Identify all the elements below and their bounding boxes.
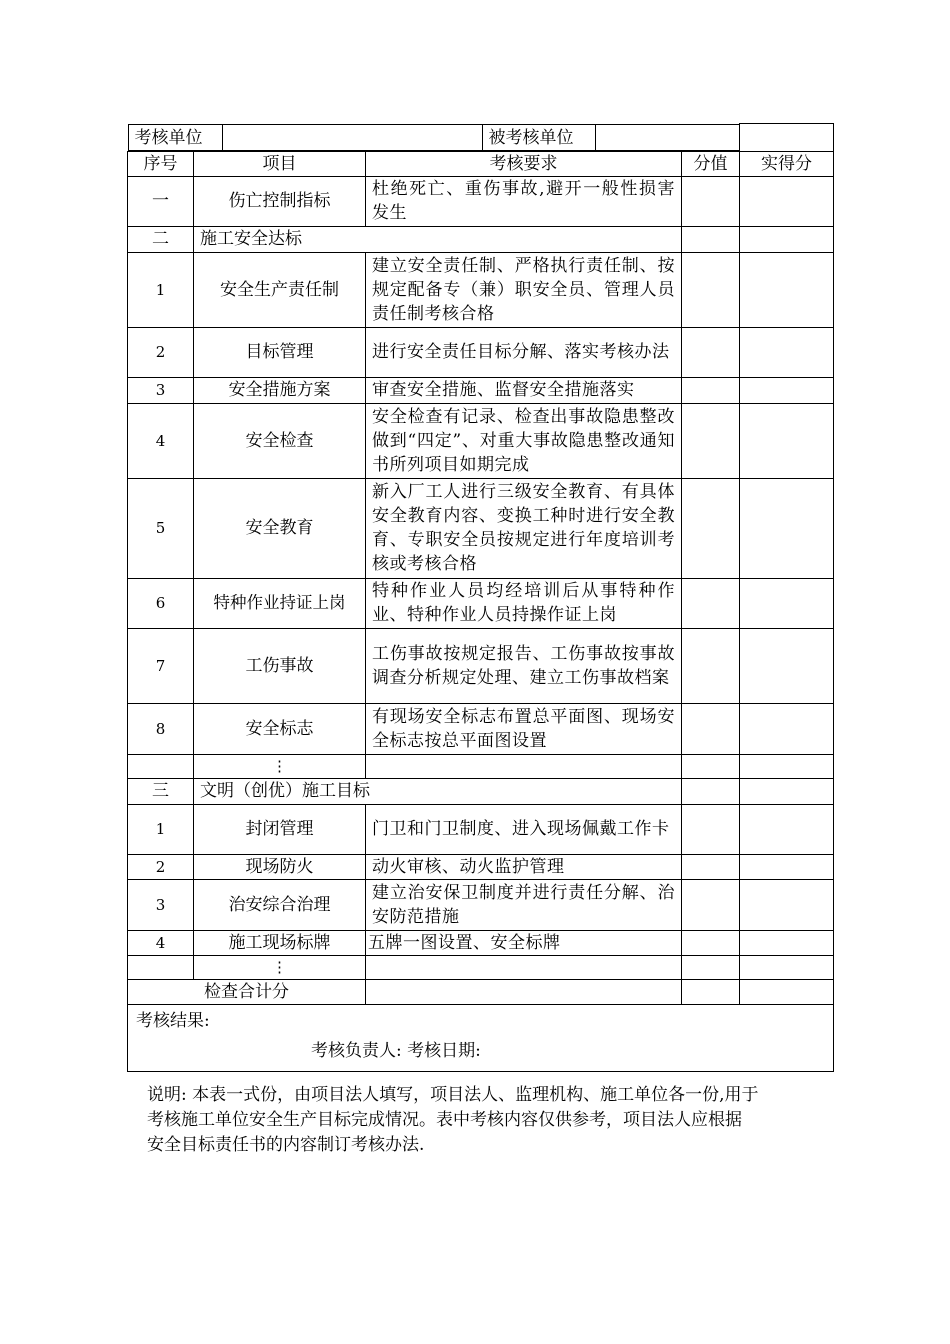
- row-no: 2: [128, 854, 194, 879]
- row-item: 安全生产责任制: [194, 252, 366, 327]
- table-row: [128, 930, 834, 955]
- table-row: [128, 403, 834, 478]
- assessment-form: [127, 123, 833, 1072]
- row-requirement: 新入厂工人进行三级安全教育、有具体安全教育内容、变换工种时进行安全教育、专职安全员按规定进行年度培训考核或考核合格: [366, 478, 682, 578]
- row-item: 安全检查: [194, 403, 366, 478]
- row-requirement: 特种作业人员均经培训后从事特种作业、特种作业人员持操作证上岗: [366, 578, 682, 628]
- row-requirement: 审查安全措施、监督安全措施落实: [366, 377, 682, 403]
- vertical-ellipsis-icon: ⋮: [194, 754, 366, 778]
- row-requirement: 有现场安全标志布置总平面图、现场安全标志按总平面图设置: [366, 703, 682, 754]
- row-item: 安全措施方案: [194, 377, 366, 403]
- table-row: [128, 377, 834, 403]
- score-cell[interactable]: [682, 327, 740, 377]
- assessee-label: 被考核单位: [483, 124, 596, 151]
- total-score-cell[interactable]: [682, 979, 740, 1004]
- row-no: 7: [128, 628, 194, 703]
- score-cell[interactable]: [682, 628, 740, 703]
- row-requirement: 进行安全责任目标分解、落实考核办法: [366, 327, 682, 377]
- table-row: [128, 804, 834, 854]
- actual-score-cell[interactable]: [740, 778, 834, 804]
- empty-cell: [128, 754, 194, 778]
- score-cell[interactable]: [682, 854, 740, 879]
- section-no: 二: [128, 226, 194, 252]
- section-row: [128, 226, 834, 252]
- assessment-table: [127, 123, 834, 1072]
- actual-score-cell[interactable]: [740, 703, 834, 754]
- table-row: [128, 879, 834, 930]
- table-row: [128, 327, 834, 377]
- col-actual: 实得分: [740, 151, 834, 176]
- signature-line: 考核负责人: 考核日期:: [311, 1040, 481, 1061]
- row-item: 施工现场标牌: [194, 930, 366, 955]
- table-row: [128, 478, 834, 578]
- score-cell[interactable]: [682, 754, 740, 778]
- ellipsis-row: [128, 754, 834, 778]
- assessee-field-ext[interactable]: [740, 124, 834, 152]
- footnote: [147, 1083, 827, 1158]
- vertical-ellipsis-icon: ⋮: [194, 955, 366, 979]
- row-requirement: 安全检查有记录、检查出事故隐患整改做到“四定”、对重大事故隐患整改通知书所列项目如期完成: [366, 403, 682, 478]
- row-item: 安全教育: [194, 478, 366, 578]
- score-cell[interactable]: [682, 226, 740, 252]
- row-requirement: 建立治安保卫制度并进行责任分解、治安防范措施: [366, 879, 682, 930]
- row-requirement: 杜绝死亡、重伤事故,避开一般性损害发生: [366, 176, 682, 226]
- row-no: 6: [128, 578, 194, 628]
- actual-score-cell[interactable]: [740, 930, 834, 955]
- result-cell[interactable]: [128, 1004, 834, 1071]
- col-item: 项目: [194, 151, 366, 176]
- score-cell[interactable]: [682, 778, 740, 804]
- ellipsis-row: [128, 955, 834, 979]
- score-cell[interactable]: [682, 703, 740, 754]
- row-item: 安全标志: [194, 703, 366, 754]
- score-cell[interactable]: [682, 176, 740, 226]
- total-requirement-cell: [366, 979, 682, 1004]
- row-no: 2: [128, 327, 194, 377]
- empty-cell: [366, 955, 682, 979]
- row-no: 一: [128, 176, 194, 226]
- empty-cell: [128, 955, 194, 979]
- total-label: 检查合计分: [128, 979, 366, 1004]
- row-item: 治安综合治理: [194, 879, 366, 930]
- table-row: [128, 252, 834, 327]
- section-title: 施工安全达标: [194, 226, 682, 252]
- actual-score-cell[interactable]: [740, 176, 834, 226]
- actual-score-cell[interactable]: [740, 854, 834, 879]
- score-cell[interactable]: [682, 955, 740, 979]
- assessee-field[interactable]: [596, 124, 740, 151]
- actual-score-cell[interactable]: [740, 879, 834, 930]
- footnote-line: 考核施工单位安全生产目标完成情况。表中考核内容仅供参考，项目法人应根据: [147, 1110, 742, 1130]
- actual-score-cell[interactable]: [740, 377, 834, 403]
- row-requirement: 工伤事故按规定报告、工伤事故按事故调查分析规定处理、建立工伤事故档案: [366, 628, 682, 703]
- row-item: 工伤事故: [194, 628, 366, 703]
- section-no: 三: [128, 778, 194, 804]
- row-requirement: 五牌一图设置、安全标牌: [366, 930, 682, 955]
- actual-score-cell[interactable]: [740, 403, 834, 478]
- assessor-label: 考核单位: [128, 124, 223, 151]
- column-header-row: [128, 151, 834, 176]
- row-item: 目标管理: [194, 327, 366, 377]
- table-row: [128, 176, 834, 226]
- empty-cell: [366, 754, 682, 778]
- actual-score-cell[interactable]: [740, 478, 834, 578]
- section-title: 文明（创优）施工目标: [194, 778, 682, 804]
- score-cell[interactable]: [682, 879, 740, 930]
- table-row: [128, 628, 834, 703]
- total-actual-cell[interactable]: [740, 979, 834, 1004]
- actual-score-cell[interactable]: [740, 327, 834, 377]
- unit-header-row: [128, 124, 834, 152]
- col-score: 分值: [682, 151, 740, 176]
- row-requirement: 门卫和门卫制度、进入现场佩戴工作卡: [366, 804, 682, 854]
- col-no: 序号: [128, 151, 194, 176]
- footnote-line: 安全目标责任书的内容制订考核办法.: [147, 1135, 425, 1155]
- score-cell[interactable]: [682, 804, 740, 854]
- section-row: [128, 778, 834, 804]
- row-item: 现场防火: [194, 854, 366, 879]
- actual-score-cell[interactable]: [740, 628, 834, 703]
- row-item: 封闭管理: [194, 804, 366, 854]
- row-requirement: 建立安全责任制、严格执行责任制、按规定配备专（兼）职安全员、管理人员责任制考核合格: [366, 252, 682, 327]
- actual-score-cell[interactable]: [740, 754, 834, 778]
- row-item: 伤亡控制指标: [194, 176, 366, 226]
- total-row: [128, 979, 834, 1004]
- row-no: 3: [128, 377, 194, 403]
- table-row: [128, 578, 834, 628]
- table-row: [128, 854, 834, 879]
- actual-score-cell[interactable]: [740, 252, 834, 327]
- score-cell[interactable]: [682, 377, 740, 403]
- score-cell[interactable]: [682, 930, 740, 955]
- score-cell[interactable]: [682, 403, 740, 478]
- assessor-field[interactable]: [223, 124, 483, 151]
- row-no: 1: [128, 252, 194, 327]
- row-no: 8: [128, 703, 194, 754]
- score-cell[interactable]: [682, 578, 740, 628]
- score-cell[interactable]: [682, 478, 740, 578]
- table-row: [128, 703, 834, 754]
- footnote-line: 说明: 本表一式份，由项目法人填写，项目法人、监理机构、施工单位各一份,用于: [147, 1085, 759, 1105]
- row-requirement: 动火审核、动火监护管理: [366, 854, 682, 879]
- row-no: 1: [128, 804, 194, 854]
- row-no: 4: [128, 930, 194, 955]
- row-no: 3: [128, 879, 194, 930]
- col-requirement: 考核要求: [366, 151, 682, 176]
- result-row: [128, 1004, 834, 1071]
- actual-score-cell[interactable]: [740, 804, 834, 854]
- actual-score-cell[interactable]: [740, 955, 834, 979]
- row-item: 特种作业持证上岗: [194, 578, 366, 628]
- score-cell[interactable]: [682, 252, 740, 327]
- result-label: 考核结果:: [136, 1010, 210, 1031]
- actual-score-cell[interactable]: [740, 226, 834, 252]
- actual-score-cell[interactable]: [740, 578, 834, 628]
- row-no: 4: [128, 403, 194, 478]
- row-no: 5: [128, 478, 194, 578]
